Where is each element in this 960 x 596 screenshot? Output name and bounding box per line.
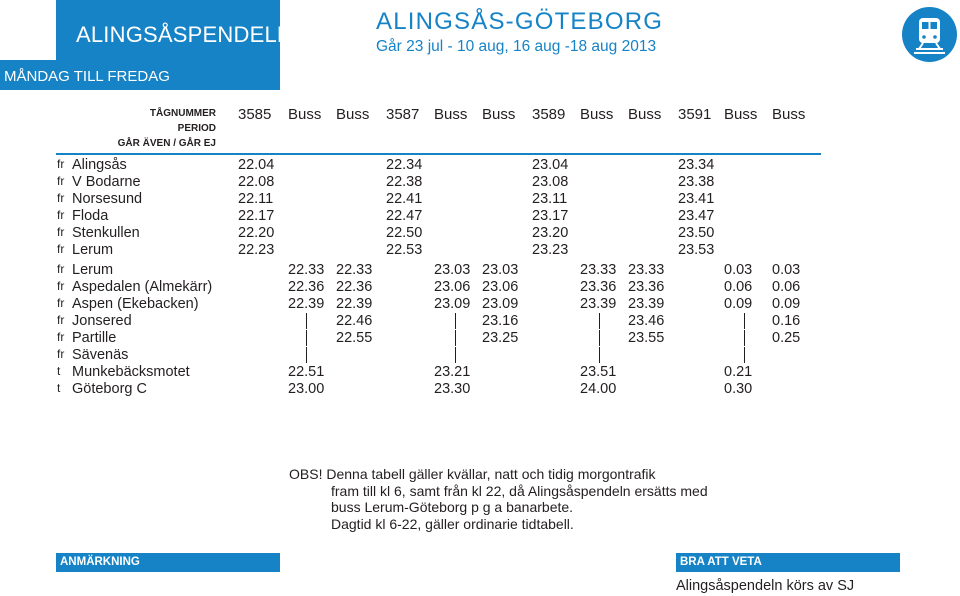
pass-through-bar	[744, 347, 745, 363]
train-number: Buss	[434, 106, 468, 123]
departure-time: 23.21	[434, 364, 471, 380]
departure-time: 23.06	[434, 279, 471, 295]
table-row	[0, 313, 960, 330]
notice-line-2: fram till kl 6, samt från kl 22, då Alingsåspendeln ersätts med	[331, 482, 708, 499]
departure-time: 23.36	[628, 279, 665, 295]
table-row	[0, 347, 960, 364]
notice-label: OBS!	[289, 466, 323, 482]
pass-through-bar	[306, 330, 307, 346]
table-row	[0, 157, 960, 174]
train-number: Buss	[724, 106, 758, 123]
table-row	[0, 191, 960, 208]
row-prefix: fr	[57, 296, 65, 310]
stop-name: Göteborg C	[72, 381, 147, 397]
table-row	[0, 174, 960, 191]
pass-through-bar	[599, 347, 600, 363]
departure-time: 0.16	[772, 313, 801, 329]
table-row	[0, 364, 960, 381]
route-title: ALINGSÅS-GÖTEBORG	[376, 8, 664, 35]
pass-through-bar	[306, 347, 307, 363]
row-prefix: fr	[57, 191, 65, 205]
departure-time: 22.53	[386, 242, 423, 258]
stop-name: Munkebäcksmotet	[72, 364, 190, 380]
runs-label: GÅR ÄVEN / GÅR EJ	[117, 138, 216, 149]
departure-time: 22.17	[238, 208, 275, 224]
brand-name: ALINGSÅSPENDELN	[76, 22, 293, 47]
table-row	[0, 279, 960, 296]
train-number: Buss	[482, 106, 516, 123]
stop-name: Stenkullen	[72, 225, 140, 241]
departure-time: 23.47	[678, 208, 715, 224]
train-number: Buss	[288, 106, 322, 123]
departure-time: 23.34	[678, 157, 715, 173]
table-row	[0, 330, 960, 347]
departure-time: 23.38	[678, 174, 715, 190]
stop-name: Aspedalen (Almekärr)	[72, 279, 213, 295]
stop-name: Alingsås	[72, 157, 127, 173]
departure-time: 23.53	[678, 242, 715, 258]
train-number: Buss	[628, 106, 662, 123]
departure-time: 23.30	[434, 381, 471, 397]
departure-time: 22.04	[238, 157, 275, 173]
pass-through-bar	[744, 330, 745, 346]
pass-through-bar	[744, 313, 745, 329]
pass-through-bar	[455, 347, 456, 363]
days-bar	[0, 60, 224, 90]
departure-time: 22.39	[288, 296, 325, 312]
departure-time: 24.00	[580, 381, 617, 397]
departure-time: 23.55	[628, 330, 665, 346]
row-prefix: fr	[57, 225, 65, 239]
row-prefix: fr	[57, 330, 65, 344]
table-row	[0, 262, 960, 279]
stop-name: Lerum	[72, 262, 114, 278]
good-to-know-bar	[676, 553, 900, 572]
departure-time: 0.06	[772, 279, 801, 295]
departure-time: 0.06	[724, 279, 753, 295]
route-subtitle: Går 23 jul - 10 aug, 16 aug -18 aug 2013	[376, 38, 657, 55]
row-prefix: fr	[57, 208, 65, 222]
departure-time: 23.03	[434, 262, 471, 278]
departure-time: 23.50	[678, 225, 715, 241]
departure-time: 22.50	[386, 225, 423, 241]
train-number: Buss	[336, 106, 370, 123]
train-number: 3585	[238, 106, 272, 123]
departure-time: 23.25	[482, 330, 519, 346]
table-row	[0, 208, 960, 225]
departure-time: 0.09	[772, 296, 801, 312]
departure-time: 0.30	[724, 381, 753, 397]
row-prefix: t	[57, 364, 61, 378]
departure-time: 22.20	[238, 225, 275, 241]
departure-time: 23.09	[434, 296, 471, 312]
departure-time: 23.36	[580, 279, 617, 295]
remarks-label: ANMÄRKNING	[60, 556, 140, 568]
notice	[289, 466, 708, 532]
table-row	[0, 381, 960, 398]
train-number-label: TÅGNUMMER	[149, 108, 216, 119]
row-prefix: fr	[57, 279, 65, 293]
stop-name: Norsesund	[72, 191, 143, 207]
departure-time: 22.36	[288, 279, 325, 295]
departure-time: 22.36	[336, 279, 373, 295]
departure-time: 23.46	[628, 313, 665, 329]
table-row	[0, 225, 960, 242]
stop-name: Sävenäs	[72, 347, 129, 363]
pass-through-bar	[599, 313, 600, 329]
days-label: MÅNDAG TILL FREDAG	[4, 68, 170, 85]
train-number: Buss	[772, 106, 806, 123]
pass-through-bar	[599, 330, 600, 346]
row-prefix: fr	[57, 262, 65, 276]
departure-time: 23.04	[532, 157, 569, 173]
departure-time: 22.33	[336, 262, 373, 278]
departure-time: 23.20	[532, 225, 569, 241]
departure-time: 22.23	[238, 242, 275, 258]
row-prefix: fr	[57, 242, 65, 256]
pass-through-bar	[455, 330, 456, 346]
departure-time: 23.39	[628, 296, 665, 312]
train-number: 3589	[532, 106, 566, 123]
header-divider	[56, 153, 821, 155]
pass-through-bar	[455, 313, 456, 329]
departure-time: 22.41	[386, 191, 423, 207]
departure-time: 22.46	[336, 313, 373, 329]
departure-time: 23.39	[580, 296, 617, 312]
train-number: Buss	[580, 106, 614, 123]
notice-line-1: Denna tabell gäller kvällar, natt och tidig morgontrafik	[326, 466, 656, 482]
departure-time: 23.03	[482, 262, 519, 278]
row-prefix: fr	[57, 347, 65, 361]
departure-time: 22.47	[386, 208, 423, 224]
departure-time: 22.08	[238, 174, 275, 190]
departure-time: 23.41	[678, 191, 715, 207]
notice-line-4: Dagtid kl 6-22, gäller ordinarie tidtabell.	[331, 515, 574, 532]
departure-time: 22.51	[288, 364, 325, 380]
stop-name: Aspen (Ekebacken)	[72, 296, 199, 312]
stop-name: Partille	[72, 330, 117, 346]
departure-time: 22.34	[386, 157, 423, 173]
departure-time: 23.51	[580, 364, 617, 380]
departure-time: 0.21	[724, 364, 753, 380]
departure-time: 23.17	[532, 208, 569, 224]
stop-name: Lerum	[72, 242, 114, 258]
row-prefix: t	[57, 381, 61, 395]
departure-time: 0.09	[724, 296, 753, 312]
remarks-bar	[56, 553, 280, 572]
pass-through-bar	[306, 313, 307, 329]
row-prefix: fr	[57, 313, 65, 327]
stop-name: Floda	[72, 208, 109, 224]
departure-time: 22.55	[336, 330, 373, 346]
departure-time: 23.08	[532, 174, 569, 190]
departure-time: 23.09	[482, 296, 519, 312]
departure-time: 23.00	[288, 381, 325, 397]
departure-time: 23.33	[580, 262, 617, 278]
departure-time: 0.25	[772, 330, 801, 346]
departure-time: 22.33	[288, 262, 325, 278]
train-number: 3587	[386, 106, 420, 123]
departure-time: 0.03	[724, 262, 753, 278]
good-to-know-label: BRA ATT VETA	[680, 556, 762, 568]
departure-time: 23.23	[532, 242, 569, 258]
departure-time: 22.39	[336, 296, 373, 312]
departure-time: 23.06	[482, 279, 519, 295]
table-row	[0, 296, 960, 313]
notice-line-3: buss Lerum-Göteborg p g a banarbete.	[331, 499, 574, 515]
train-icon	[902, 7, 957, 62]
departure-time: 22.38	[386, 174, 423, 190]
train-number: 3591	[678, 106, 712, 123]
departure-time: 22.11	[238, 191, 274, 207]
departure-time: 23.16	[482, 313, 519, 329]
period-label: PERIOD	[177, 123, 216, 134]
departure-time: 0.03	[772, 262, 801, 278]
row-prefix: fr	[57, 174, 65, 188]
table-row	[0, 242, 960, 259]
departure-time: 23.11	[532, 191, 568, 207]
row-prefix: fr	[57, 157, 65, 171]
departure-time: 23.33	[628, 262, 665, 278]
good-to-know-text: Alingsåspendeln körs av SJ	[676, 578, 855, 594]
stop-name: V Bodarne	[72, 174, 141, 190]
stop-name: Jonsered	[72, 313, 132, 329]
